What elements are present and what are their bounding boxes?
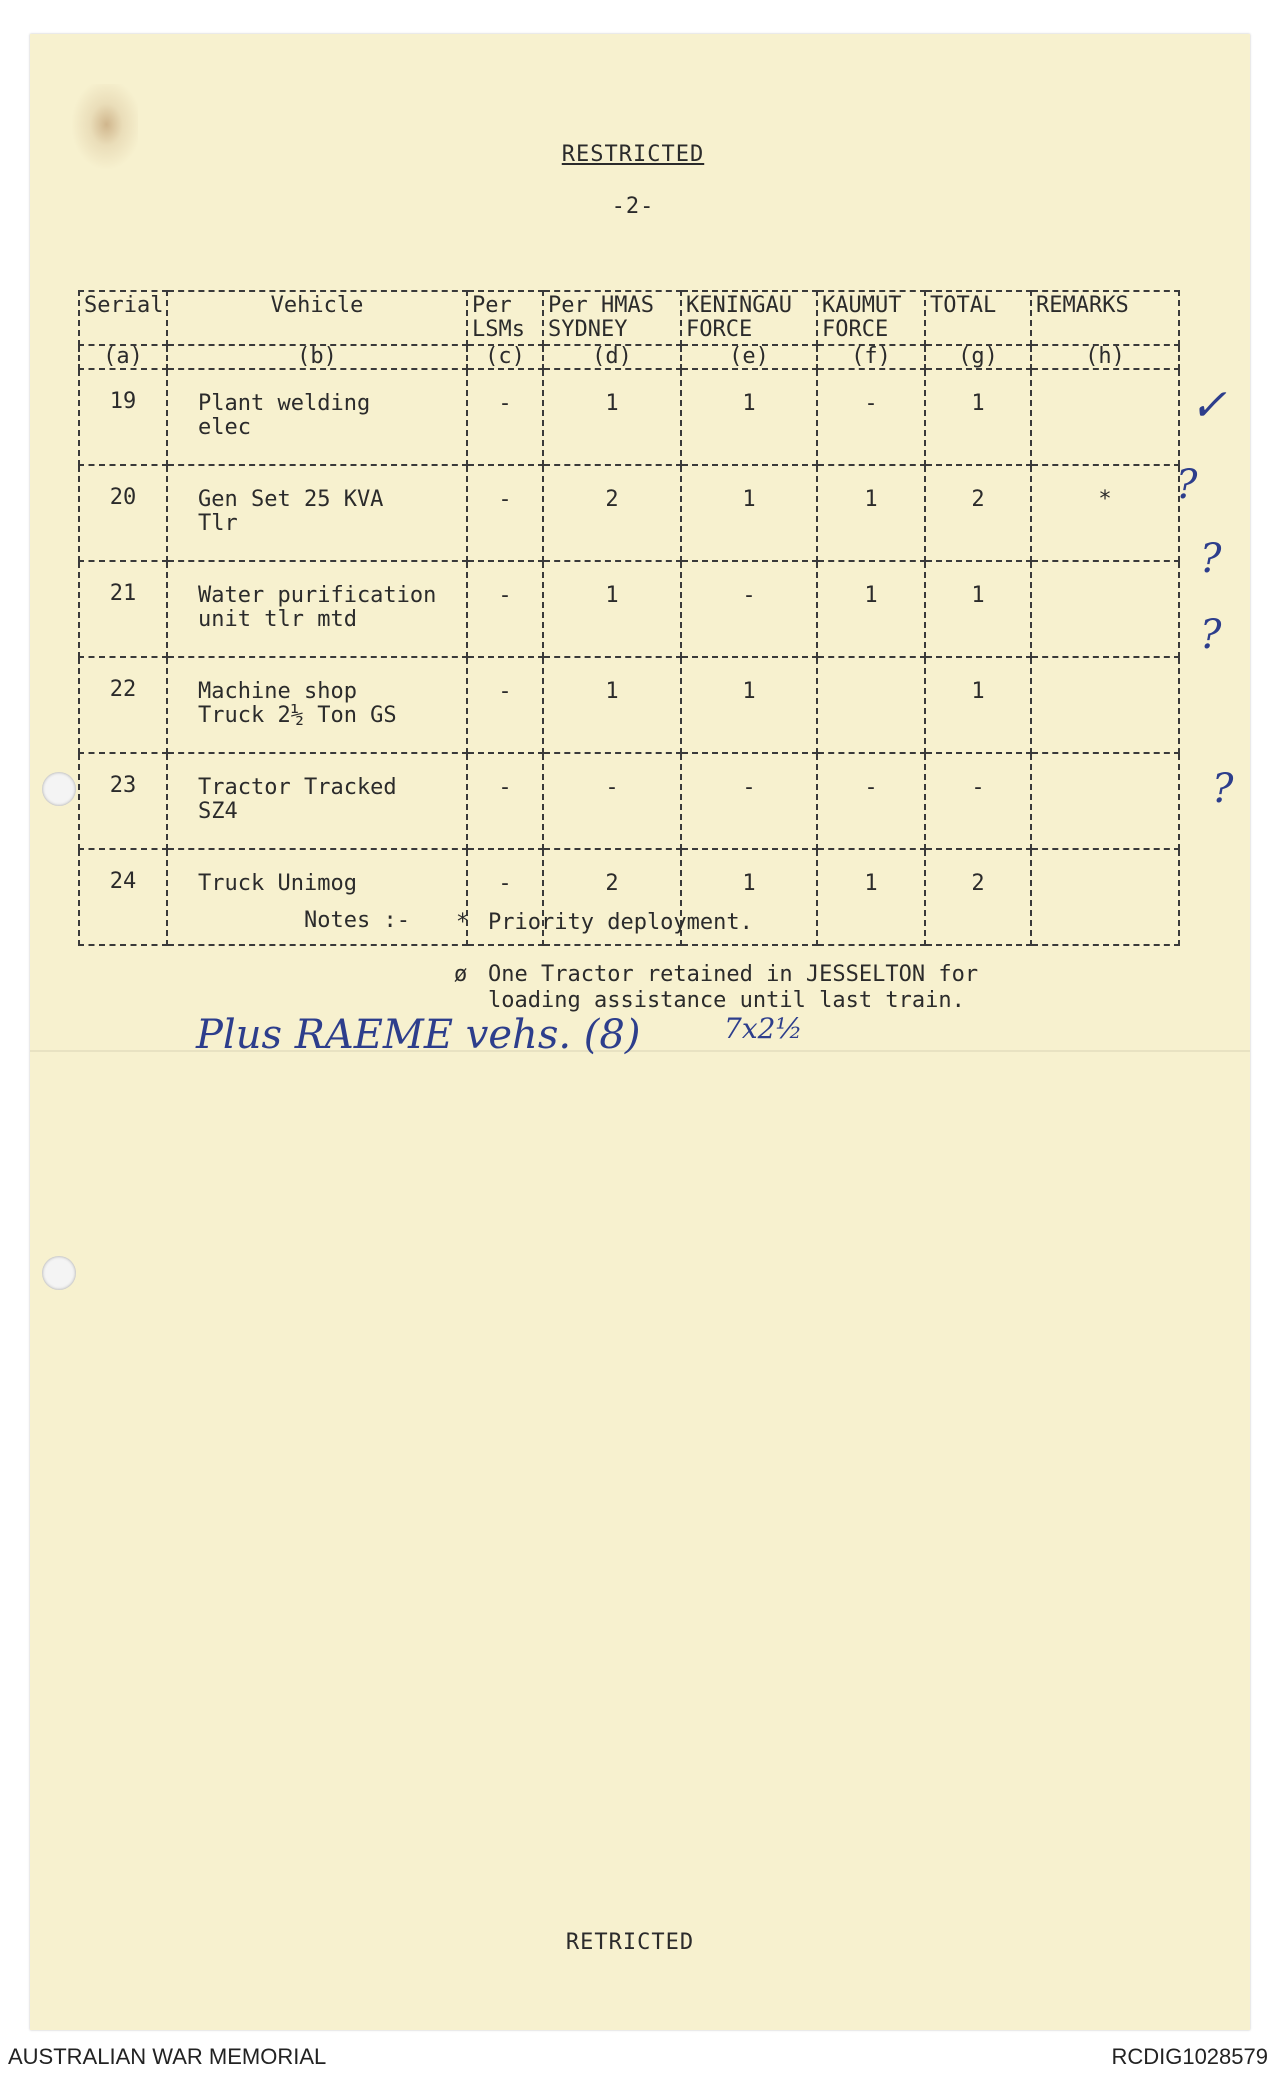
cell-total: 1 <box>925 657 1031 753</box>
cell-total: - <box>925 753 1031 849</box>
cell-kaumut-force: 1 <box>817 465 925 561</box>
col-header-serial: Serial <box>79 291 167 345</box>
handwritten-question-mark: ? <box>1176 462 1198 508</box>
col-header-per-lsms: Per LSMs <box>467 291 543 345</box>
cell-total: 1 <box>925 369 1031 465</box>
cell-keningau-force: 1 <box>681 369 817 465</box>
note-priority-deployment: Priority deployment. <box>488 910 753 935</box>
handwritten-question-mark: ? <box>1212 766 1234 812</box>
cell-kaumut-force <box>817 657 925 753</box>
cell-remarks <box>1031 753 1179 849</box>
cell-remarks <box>1031 657 1179 753</box>
cell-keningau-force: 1 <box>681 465 817 561</box>
handwritten-check-mark: ✓ <box>1190 380 1227 431</box>
cell-per-hmas-sydney: 1 <box>543 657 681 753</box>
col-letter-d: (d) <box>543 345 681 369</box>
cell-remarks: * <box>1031 465 1179 561</box>
col-letter-c: (c) <box>467 345 543 369</box>
col-letter-h: (h) <box>1031 345 1179 369</box>
cell-per-lsms: - <box>467 561 543 657</box>
cell-keningau-force: - <box>681 753 817 849</box>
cell-serial: 20 <box>79 465 167 561</box>
note-symbol-asterisk: * <box>456 910 470 935</box>
note-symbol-null: ø <box>454 962 468 987</box>
cell-serial: 24 <box>79 849 167 945</box>
handwritten-question-mark: ? <box>1200 536 1222 582</box>
col-letter-e: (e) <box>681 345 817 369</box>
page-number: -2- <box>611 194 655 219</box>
cell-vehicle: Water purification unit tlr mtd <box>167 561 467 657</box>
cell-per-lsms: - <box>467 753 543 849</box>
col-header-keningau-force: KENINGAU FORCE <box>681 291 817 345</box>
note-tractor-retained: One Tractor retained in JESSELTON for loading assistance until last train. <box>488 962 979 1013</box>
cell-total: 2 <box>925 465 1031 561</box>
table-row <box>79 561 1179 657</box>
cell-remarks <box>1031 561 1179 657</box>
col-header-kaumut-force: KAUMUT FORCE <box>817 291 925 345</box>
cell-vehicle: Truck Unimog <box>167 849 467 945</box>
cell-vehicle: Plant welding elec <box>167 369 467 465</box>
cell-serial: 21 <box>79 561 167 657</box>
archive-item-id: RCDIG1028579 <box>1111 2044 1268 2069</box>
vehicle-table <box>78 290 1180 946</box>
handwritten-question-mark: ? <box>1200 612 1222 658</box>
cell-kaumut-force: - <box>817 753 925 849</box>
col-letter-f: (f) <box>817 345 925 369</box>
table-row <box>79 465 1179 561</box>
cell-keningau-force: 1 <box>681 849 817 945</box>
handwritten-annotation: Plus RAEME vehs. (8) <box>196 1012 641 1058</box>
table-row <box>79 657 1179 753</box>
handwritten-annotation-extra: 7x2½ <box>724 1012 803 1045</box>
cell-vehicle: Machine shop Truck 2½ Ton GS <box>167 657 467 753</box>
classification-header: RESTRICTED <box>561 142 705 167</box>
cell-per-hmas-sydney: 2 <box>543 465 681 561</box>
col-header-remarks: REMARKS <box>1031 291 1179 345</box>
cell-per-lsms: - <box>467 849 543 945</box>
archive-institution: AUSTRALIAN WAR MEMORIAL <box>8 2044 327 2069</box>
cell-total: 1 <box>925 561 1031 657</box>
col-header-total: TOTAL <box>925 291 1031 345</box>
cell-kaumut-force: 1 <box>817 561 925 657</box>
header-row <box>79 291 1179 345</box>
cell-per-lsms: - <box>467 369 543 465</box>
cell-serial: 22 <box>79 657 167 753</box>
col-header-per-hmas-sydney: Per HMAS SYDNEY <box>543 291 681 345</box>
cell-keningau-force: 1 <box>681 657 817 753</box>
cell-total: 2 <box>925 849 1031 945</box>
table-row <box>79 369 1179 465</box>
cell-kaumut-force: 1 <box>817 849 925 945</box>
col-header-vehicle: Vehicle <box>167 291 467 345</box>
cell-remarks <box>1031 369 1179 465</box>
cell-per-lsms: - <box>467 465 543 561</box>
cell-keningau-force: - <box>681 561 817 657</box>
cell-per-hmas-sydney: 1 <box>543 561 681 657</box>
cell-per-hmas-sydney: 1 <box>543 369 681 465</box>
table-row <box>79 753 1179 849</box>
column-letter-row <box>79 345 1179 369</box>
col-letter-b: (b) <box>167 345 467 369</box>
notes-label: Notes :- <box>304 908 410 933</box>
col-letter-g: (g) <box>925 345 1031 369</box>
punch-hole-top <box>42 772 76 806</box>
cell-serial: 23 <box>79 753 167 849</box>
cell-kaumut-force: - <box>817 369 925 465</box>
cell-vehicle: Tractor Tracked SZ4 <box>167 753 467 849</box>
cell-vehicle: Gen Set 25 KVA Tlr <box>167 465 467 561</box>
cell-per-lsms: - <box>467 657 543 753</box>
punch-hole-bottom <box>42 1256 76 1290</box>
col-letter-a: (a) <box>79 345 167 369</box>
cell-serial: 19 <box>79 369 167 465</box>
cell-remarks <box>1031 849 1179 945</box>
classification-footer: RETRICTED <box>565 1930 695 1955</box>
cell-per-hmas-sydney: - <box>543 753 681 849</box>
cell-per-hmas-sydney: 2 <box>543 849 681 945</box>
